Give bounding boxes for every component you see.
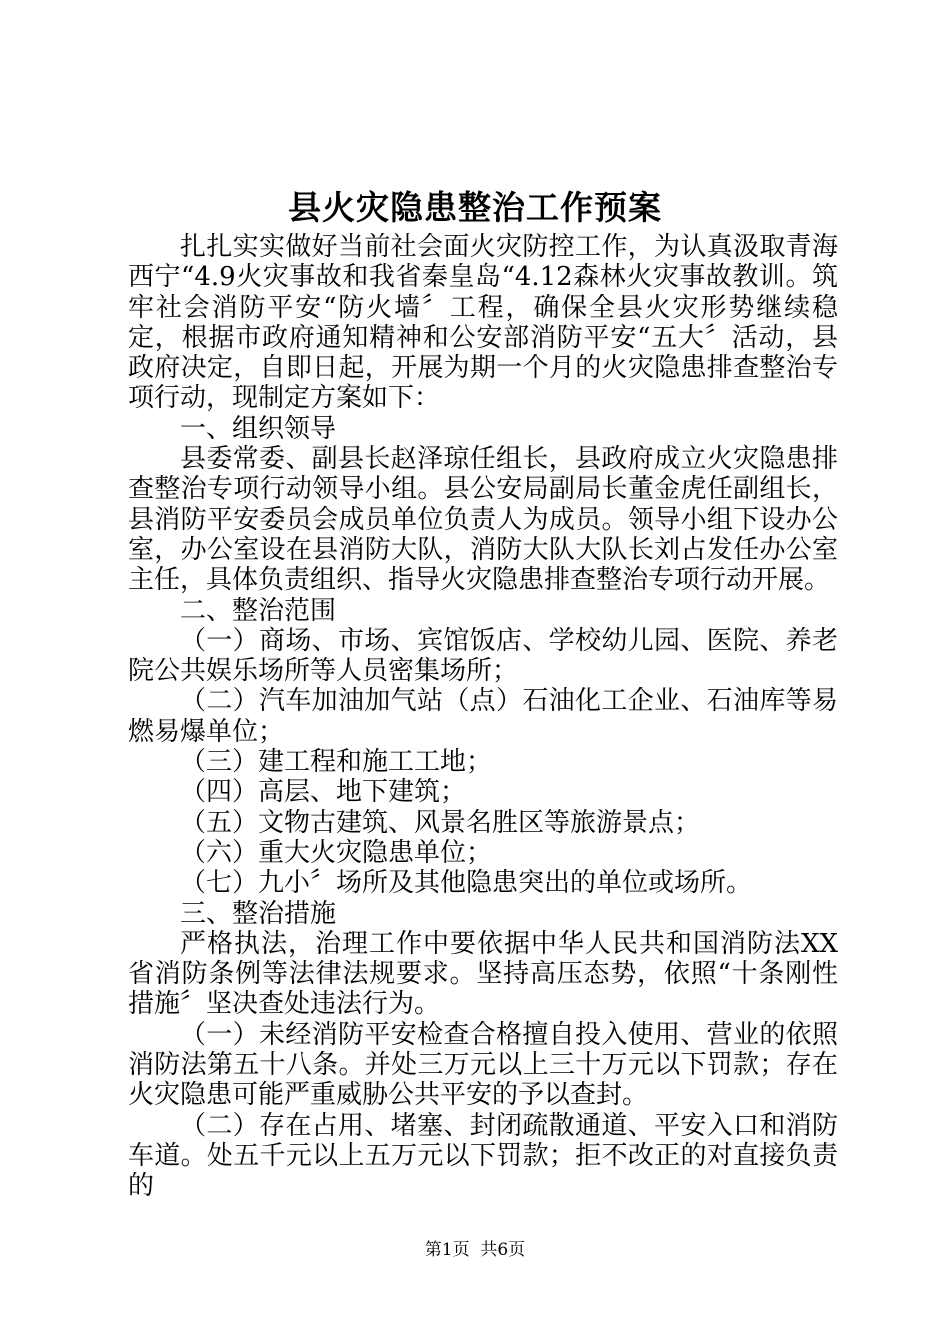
measure-item: （二）存在占用、堵塞、封闭疏散通道、平安入口和消防车道。处五千元以上五万元以下罚款；拒不改正的对直接负责的 [128,1110,838,1202]
scope-item: （二）汽车加油加气站（点）石油化工企业、石油库等易燃易爆单位； [128,686,838,747]
document-body [128,232,838,1202]
paragraph-intro: 扎扎实实做好当前社会面火灾防控工作，为认真汲取青海西宁“4.9火灾事故和我省秦皇岛“4.12森林火灾事故教训。筑牢社会消防平安“防火墙〞工程，确保全县火灾形势继续稳定，根据市政府通知精神和公安部消防平安“五大〞活动，县政府决定，自即日起，开展为期一个月的火灾隐患排查整治专项行动，现制定方案如下： [128,232,838,414]
scope-item: （七）九小〞场所及其他隐患突出的单位或场所。 [180,868,753,899]
measure-item: （一）未经消防平安检查合格擅自投入使用、营业的依照消防法第五十八条。并处三万元以上三十万元以下罚款；存在火灾隐患可能严重威胁公共平安的予以查封。 [128,1019,838,1111]
paragraph-organization: 县委常委、副县长赵泽琼任组长，县政府成立火灾隐患排查整治专项行动领导小组。县公安局副局长董金虎任副组长，县消防平安委员会成员单位负责人为成员。领导小组下设办公室，办公室设在县消防大队，消防大队大队长刘占发任办公室主任，具体负责组织、指导火灾隐患排查整治专项行动开展。 [128,444,838,596]
section-heading-measures: 三、整治措施 [180,898,337,929]
scope-item: （六）重大火灾隐患单位； [180,837,493,868]
document-title: 县火灾隐患整治工作预案 [288,188,662,227]
paragraph-measures: 严格执法，治理工作中要依据中华人民共和国消防法XX省消防条例等法律法规要求。坚持高压态势，依照“十条刚性措施〞坚决查处违法行为。 [128,928,838,1020]
scope-item: （五）文物古建筑、风景名胜区等旅游景点； [180,807,701,838]
section-heading-scope: 二、整治范围 [180,595,337,626]
page-footer [0,1238,950,1262]
section-heading-organization: 一、组织领导 [180,413,337,444]
scope-item: （三）建工程和施工工地； [180,747,493,778]
page-number: 第1页 [424,1240,470,1260]
page-total: 共6页 [480,1240,526,1260]
scope-item: （一）商场、市场、宾馆饭店、学校幼儿园、医院、养老院公共娱乐场所等人员密集场所； [128,625,838,687]
scope-item: （四）高层、地下建筑； [180,777,467,808]
